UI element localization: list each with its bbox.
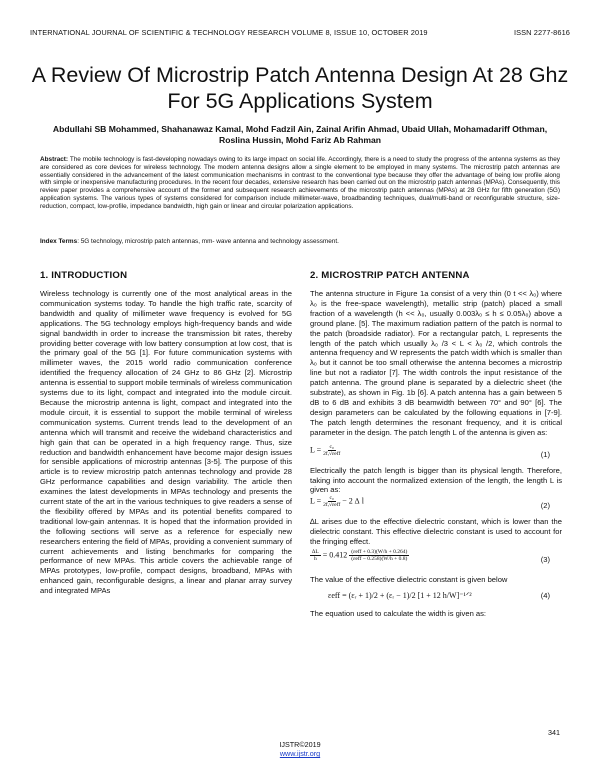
equation-3-number: (3) (540, 555, 550, 565)
equation-1 (310, 444, 562, 466)
equation-4-expression: εeff = (εᵣ + 1)/2 + (εᵣ − 1)/2 [1 + 12 h/W]⁻¹ᐟ² (328, 590, 472, 600)
text-after-eq2: ∆L arises due to the effective dielectric constant, which is lower than the dielectric constant. This effective dielectric constant is used to account for the fringing effect. (310, 517, 562, 547)
equation-2-number: (2) (540, 501, 550, 511)
equation-3-numerator: (εeff + 0.3)(W/h + 0.264) (351, 549, 408, 556)
equation-3-lhs (310, 549, 321, 562)
equation-2-numerator: c₀ (329, 495, 334, 502)
text-after-eq3: The value of the effective dielectric constant is given below (310, 575, 508, 585)
equation-3-fraction (349, 549, 409, 562)
equation-1-lhs: L = (310, 444, 324, 454)
journal-name: INTERNATIONAL JOURNAL OF SCIENTIFIC & TECHNOLOGY RESEARCH VOLUME 8, ISSUE 10, OCTOBER 2019 (30, 28, 428, 37)
section-heading-introduction: 1. INTRODUCTION (40, 270, 128, 281)
author-list: Abdullahi SB Mohammed, Shahanawaz Kamal, Mohd Fadzil Ain, Zainal Arifin Ahmad, Ubaid Ullah, Mohamadariff Othman, Roslina Hussin, Mohd Fariz Ab Rahman (52, 124, 548, 145)
equation-4 (310, 585, 562, 609)
section-heading-microstrip: 2. MICROSTRIP PATCH ANTENNA (310, 270, 470, 281)
equation-2-lhs: L = (310, 496, 324, 506)
text-after-eq4: The equation used to calculate the width is given as: (310, 608, 487, 618)
equation-2-rhs: − 2 ∆ l (342, 496, 364, 506)
index-terms-label: Index Terms (40, 238, 78, 245)
issn: ISSN 2277-8616 (513, 28, 570, 37)
paper-title: A Review Of Microstrip Patch Antenna Design At 28 Ghz For 5G Applications System (31, 63, 569, 113)
equation-4-number: (4) (540, 590, 550, 600)
equation-3-lhs-numerator: ∆L (312, 549, 319, 556)
running-header (30, 28, 570, 37)
index-terms-text: : 5G technology, microstrip patch antennas, mm- wave antenna and technology assessment. (77, 238, 339, 245)
journal-website-link[interactable]: www.ijstr.org (279, 749, 321, 758)
equation-2-fraction (323, 495, 340, 508)
introduction-paragraph: Wireless technology is currently one of the most analytical areas in the communication systems today. To handle the high traffic rate, scarcity of bandwidth and quality of millimeter wave frequency is evolved for 5G applications. The 5G technology employs high-frequency bands and wide signal bandwidth in order to increase the transmission bit rates, thereby providing better coverage with low battery consumption at low cost, that is the primary goal of the 5G [1]. For future communication systems with millimeter waves, the 2015 world radio communication conference identified the frequency allocation of 24 GHz to 86 GHz [2]. Microstrip antenna is essential to support mobile terminals of wireless communication systems due to its light, compact and integrated into the module circuit. Because the microstrip antenna is light, compact and integrated into the module circuit, it is essential to support the mobile terminal of wireless communication systems. Current trends lead to the development of an antenna which will transmit and receive the wideband characteristics and high gain that can be operated in a high frequency range. Thus, size reduction and bandwidth enhancement have become major design issues for sensible applications of microstrip antennas [3-5]. The purpose of this article is to review microstrip patch antennas technology and provide 28 GHz performance capabilities and design variability. The article then examines the latest developments in MPAs technology and presents the current state of the art in the various techniques to give readers a sense of the flexibility offered by MPAs and its potential benefits compared to traditional low-gain antennas. It is hoped that the information provided in the following sections will serve as a reference for especially new researchers entering the field of MPAs, providing a convenient summary of current achievements and listing benchmarks for comparing the performance of new MPAs. This article covers the achievable range of MPAs prototypes, low-profile, compact designs, broadband, MPAs with enhanced gain, reconfigurable designs, a linear and planar array survey and integrated MPAs (40, 289, 292, 596)
equation-2 (310, 495, 562, 517)
equation-1-fraction (323, 444, 340, 457)
text-after-eq1: Electrically the patch length is bigger than its physical length. Therefore, taking into account the normalized extension of the length, the length L is given as: (310, 465, 562, 495)
right-column (310, 270, 562, 619)
copyright-code: IJSTR©2019 (279, 740, 321, 749)
equation-3-coefficient: = 0.412 (322, 550, 348, 560)
index-terms (40, 238, 560, 246)
microstrip-paragraph: The antenna structure in Figure 1a consist of a very thin (0 t << λ₀) where λ₀ is the free-space wavelength), metallic strip (patch) placed a small fraction of a wavelength (h << λ₀, usually 0.003λ₀ ≤ h ≤ 0.05λ₀) above a ground plane. [5]. The maximum radiation pattern of the patch is normal to the patch (broadside radiator). For a rectangular patch, L represents the length of the patch which usually λ₀ /3 < L < λ₀ /2, which controls the antenna frequency and W represents the patch width which is smaller than λ₀ but it cannot be too small otherwise the antenna becomes a microstrip line but not a radiator [7]. The width controls the input resistance of the patch antenna. The ground plane is separated by a dielectric sheet (the substrate), as shown in Fig. 1b [6]. A patch antenna has a gain between 5 dB to 6 dB and exhibits 3 dB beamwidth between 70° and 90° [6]. The design parameters can be calculated by the following equations in [7-9]. The patch length determines the resonant frequency, and it is critical parameter in the design. The patch length L of the antenna is given as: (310, 289, 562, 437)
page-footer (0, 740, 600, 758)
left-column (40, 270, 292, 596)
abstract-text: The mobile technology is fast-developing nowadays owing to its large impact on social life. Accordingly, there is a need to study the progress of the antenna systems as they are considered as core devices for wireless technology. The modern antenna designs allow a single element to be employed in many systems. The microstrip patch antennas are essentially considered in the advancement of the latest communication mechanisms in contrast to the conventional type because they offer the advantage of being low profile along with simple or inexpensive manufacturing procedures. In the recent four decades, extensive research has been carried out on the microstrip patch antennas (MPAs). Consequently, this review paper provides a comprehensive account of the former and subsequent research achievements of the microstrip patch antennas (MPAs) at 28 GHz for fifth generation (5G) application systems. The various types of systems considered for comparison include millimeter-wave, broadbanding techniques, dual/multi-band or reconfigurable structure, size-reduction, compact, low-profile, impedance bandwidth, high gain or linear and circular polarization applications. (40, 156, 560, 210)
equation-2-denominator: 2fᵣ√εeff (323, 502, 341, 509)
equation-1-number: (1) (540, 449, 550, 459)
equation-3 (310, 549, 562, 575)
equation-1-numerator: c₀ (329, 443, 334, 450)
abstract-label: Abstract: (40, 156, 69, 163)
equation-3-denominator: (εeff − 0.258)(W/h + 0.8) (351, 556, 408, 563)
page-number: 341 (548, 728, 560, 737)
abstract (40, 156, 560, 211)
equation-1-denominator: 2fᵣ√εeff (323, 450, 341, 457)
equation-3-lhs-denominator: h (313, 556, 317, 563)
